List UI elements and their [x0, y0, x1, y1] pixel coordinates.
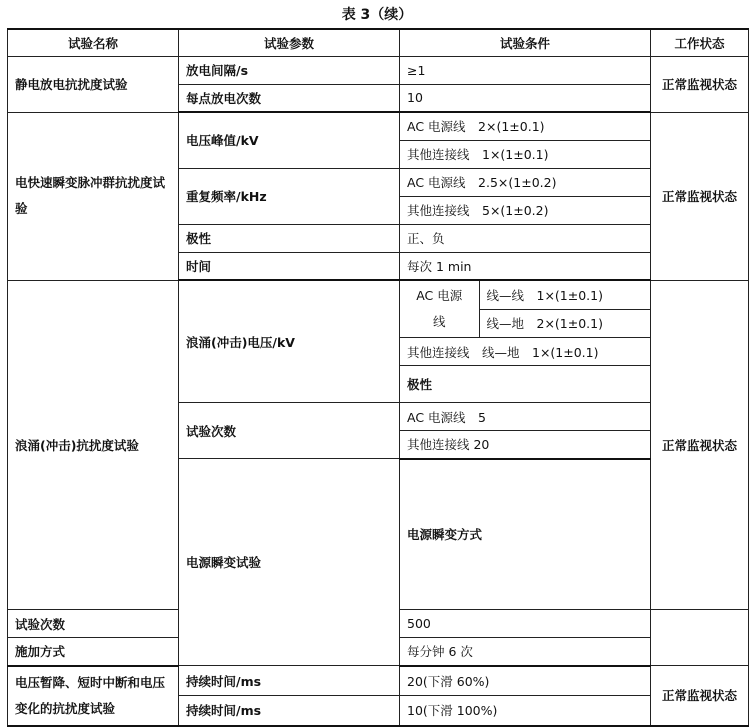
condition-cell: 10(下滑 100%): [400, 696, 651, 726]
header-test-condition: 试验条件: [400, 29, 651, 56]
test-name-esd: 静电放电抗扰度试验: [8, 56, 179, 112]
table-row: [8, 112, 749, 140]
surge-ac-subtable: [400, 281, 650, 337]
status-cell: 正常监视状态: [651, 112, 749, 280]
param-cell: 重复频率/kHz: [179, 168, 400, 224]
table-row: [8, 280, 749, 338]
condition-cell: 其他连接线 线—地 1×(1±0.1): [400, 338, 651, 366]
status-cell: 正常监视状态: [651, 280, 749, 610]
table-caption: 表 3（续）: [341, 7, 413, 23]
condition-cell: 每分钟 6 次: [400, 638, 651, 666]
condition-cell: AC 电源线 5: [400, 403, 651, 431]
table-row: [8, 666, 749, 696]
condition-cell: 线—地 2×(1±0.1): [486, 316, 603, 332]
param-cell: 施加方式: [8, 638, 179, 666]
header-work-state: 工作状态: [651, 29, 749, 56]
param-cell: 试验次数: [8, 610, 179, 638]
param-cell: 持续时间/ms: [179, 696, 400, 726]
test-conditions-table: [7, 28, 749, 727]
condition-cell: 500: [400, 610, 651, 638]
header-row: [8, 29, 749, 56]
test-name-eft: 电快速瞬变脉冲群抗扰度试验: [8, 112, 179, 280]
param-cell: 极性: [400, 366, 651, 403]
test-name-dips: 电压暂降、短时中断和电压变化的抗扰度试验: [8, 666, 179, 726]
header-test-name: 试验名称: [8, 29, 179, 56]
param-cell: 每点放电次数: [179, 84, 400, 112]
table-row: [8, 56, 749, 84]
test-name-surge: 浪涌(冲击)抗扰度试验: [8, 280, 179, 610]
test-name-transient: 电源瞬变试验: [179, 459, 400, 666]
condition-cell: [400, 280, 651, 338]
param-cell: 时间: [179, 252, 400, 280]
param-cell: 电压峰值/kV: [179, 112, 400, 168]
condition-cell: 正、负: [400, 224, 651, 252]
param-cell: 放电间隔/s: [179, 56, 400, 84]
condition-cell: 10: [400, 84, 651, 112]
param-cell: 电源瞬变方式: [400, 459, 651, 610]
condition-cell: 其他连接线 5×(1±0.2): [400, 196, 651, 224]
param-cell: 试验次数: [179, 403, 400, 459]
status-cell: 正常监视状态: [651, 56, 749, 112]
condition-cell: ≥1: [400, 56, 651, 84]
condition-cell: AC 电源线 2×(1±0.1): [400, 112, 651, 140]
condition-cell: 每次 1 min: [400, 252, 651, 280]
param-cell: 持续时间/ms: [179, 666, 400, 696]
condition-cell: AC 电源线 2.5×(1±0.2): [400, 168, 651, 196]
condition-cell: 20(下滑 60%): [400, 666, 651, 696]
header-test-param: 试验参数: [179, 29, 400, 56]
condition-cell: AC 电源线: [400, 281, 479, 337]
param-cell: 浪涌(冲击)电压/kV: [179, 280, 400, 403]
condition-cell: 其他连接线 20: [400, 431, 651, 459]
table-row: [400, 281, 650, 309]
condition-cell: 线—线 1×(1±0.1): [479, 281, 650, 309]
condition-cell: 其他连接线 1×(1±0.1): [400, 140, 651, 168]
param-cell: 极性: [179, 224, 400, 252]
status-cell: 正常监视状态: [651, 666, 749, 726]
